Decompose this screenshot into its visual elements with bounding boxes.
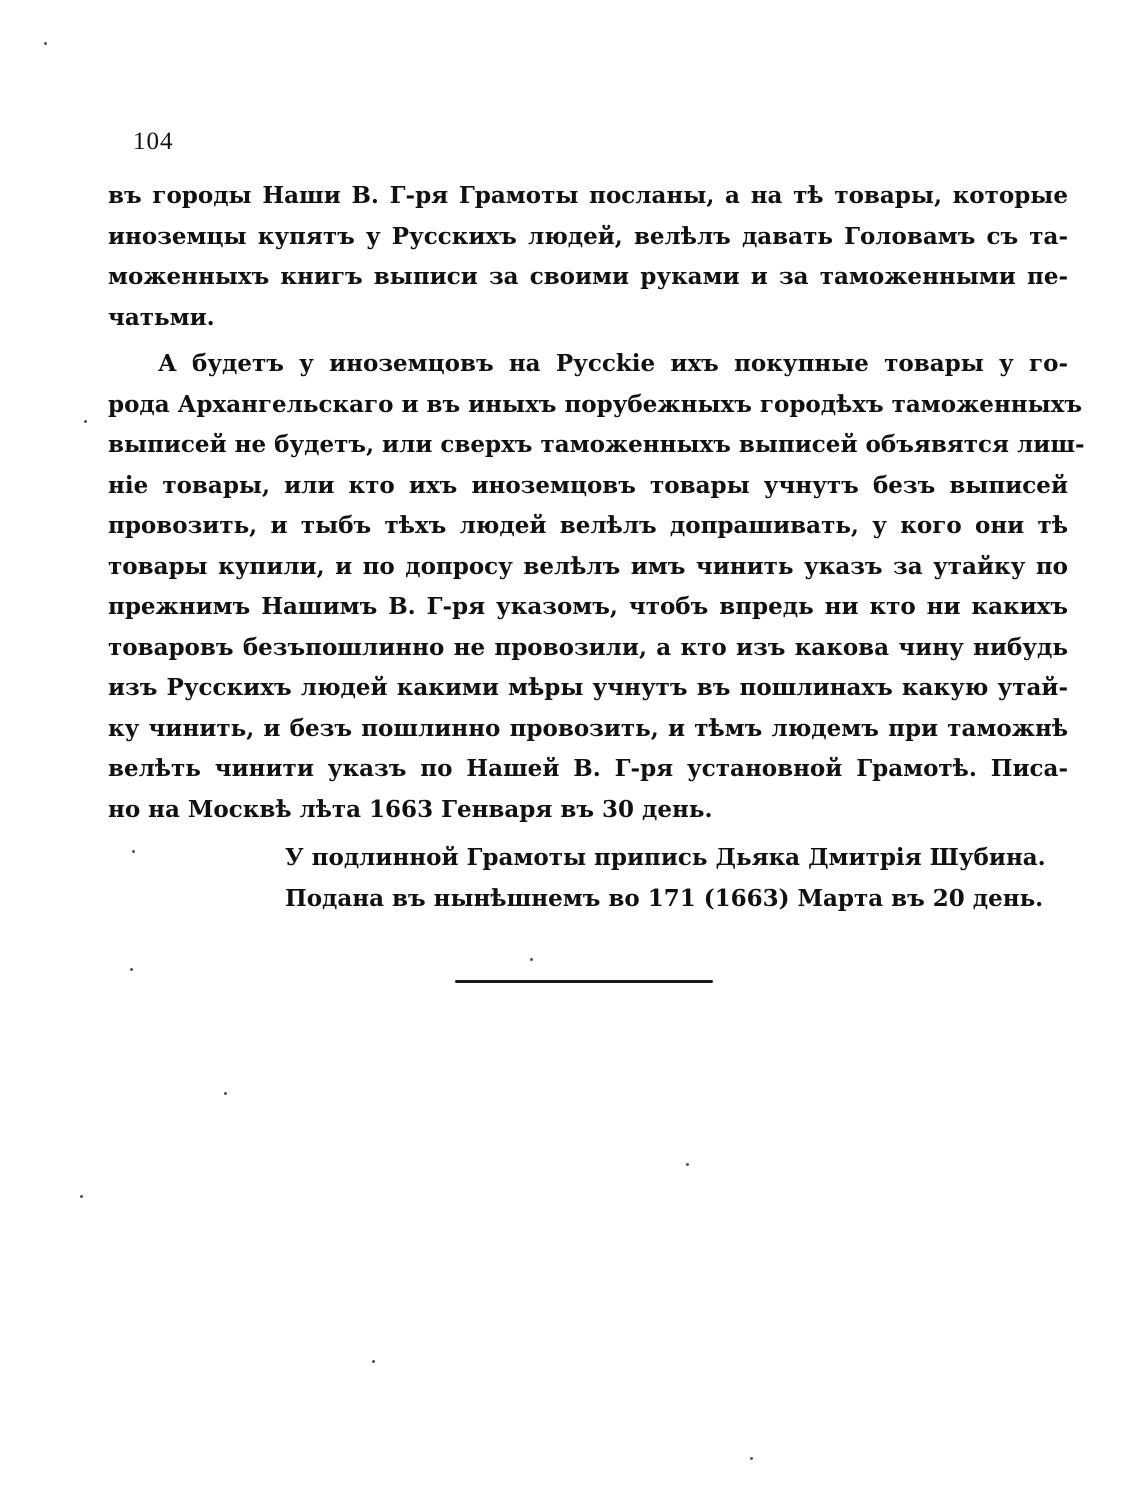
- scan-speck: [530, 958, 533, 961]
- text-line: провозить, и тыбъ тѣхъ людей велѣлъ допрашивать, у кого они тѣ: [108, 512, 1068, 539]
- horizontal-rule: [455, 980, 713, 983]
- text-line: ку чинить, и безъ пошлинно провозить, и тѣмъ людемъ при таможнѣ: [108, 714, 1068, 742]
- text-line: но на Москвѣ лѣта 1663 Генваря въ 30 день.: [108, 795, 713, 823]
- page-number: 104: [133, 128, 174, 155]
- scan-speck: [44, 42, 47, 45]
- scan-speck: [224, 1092, 227, 1095]
- paragraph-continuation: [108, 176, 1068, 338]
- text-line: рода Архангельскаго и въ иныхъ порубежныхъ городѣхъ таможенныхъ: [108, 390, 1083, 418]
- text-line: изъ Русскихъ людей какими мѣры учнутъ въ пошлинахъ какую утай-: [108, 674, 1068, 701]
- text-line: велѣть чинити указъ по Нашей В. Г-ря установной Грамотѣ. Писа-: [108, 755, 1068, 782]
- submission-note: [285, 879, 1045, 920]
- scan-speck: [130, 968, 133, 971]
- submission-line: Подана въ нынѣшнемъ во 171 (1663) Марта въ 20 день.: [285, 885, 1044, 912]
- text-line: товары купили, и по допросу велѣлъ имъ чинить указъ за утайку по: [108, 552, 1068, 580]
- text-line: А будетъ у иноземцовъ на Руссkie ихъ покупные товары у го-: [158, 350, 1068, 377]
- text-line: прежнимъ Нашимъ В. Г-ря указомъ, чтобъ впредь ни кто ни какихъ: [108, 593, 1068, 620]
- text-line: нie товары, или кто ихъ иноземцовъ товары учнутъ безъ выписей: [108, 471, 1068, 499]
- text-line: иноземцы купятъ у Русскихъ людей, велѣлъ давать Головамъ съ та-: [108, 222, 1068, 250]
- scan-speck: [686, 1163, 689, 1166]
- scan-speck: [132, 850, 135, 853]
- text-line: товаровъ безъпошлинно не провозили, а кто изъ какова чину нибудь: [108, 633, 1068, 661]
- text-line: чатьми.: [108, 303, 215, 331]
- scan-speck: [372, 1360, 375, 1363]
- signature-note: [285, 838, 1045, 879]
- text-line: моженныхъ книгъ выписи за своими руками и за таможенными пе-: [108, 263, 1068, 290]
- scan-speck: [750, 1457, 753, 1460]
- scan-speck: [84, 420, 87, 423]
- signature-line: У подлинной Грамоты припись Дьяка Дмитрiя Шубина.: [285, 844, 1046, 871]
- text-line: выписей не будетъ, или сверхъ таможенныхъ выписей объявятся лиш-: [108, 431, 1085, 458]
- paragraph-main: [108, 344, 1085, 830]
- scan-speck: [80, 1195, 83, 1198]
- text-line: въ городы Наши В. Г-ря Грамоты посланы, а на тѣ товары, которые: [108, 182, 1068, 209]
